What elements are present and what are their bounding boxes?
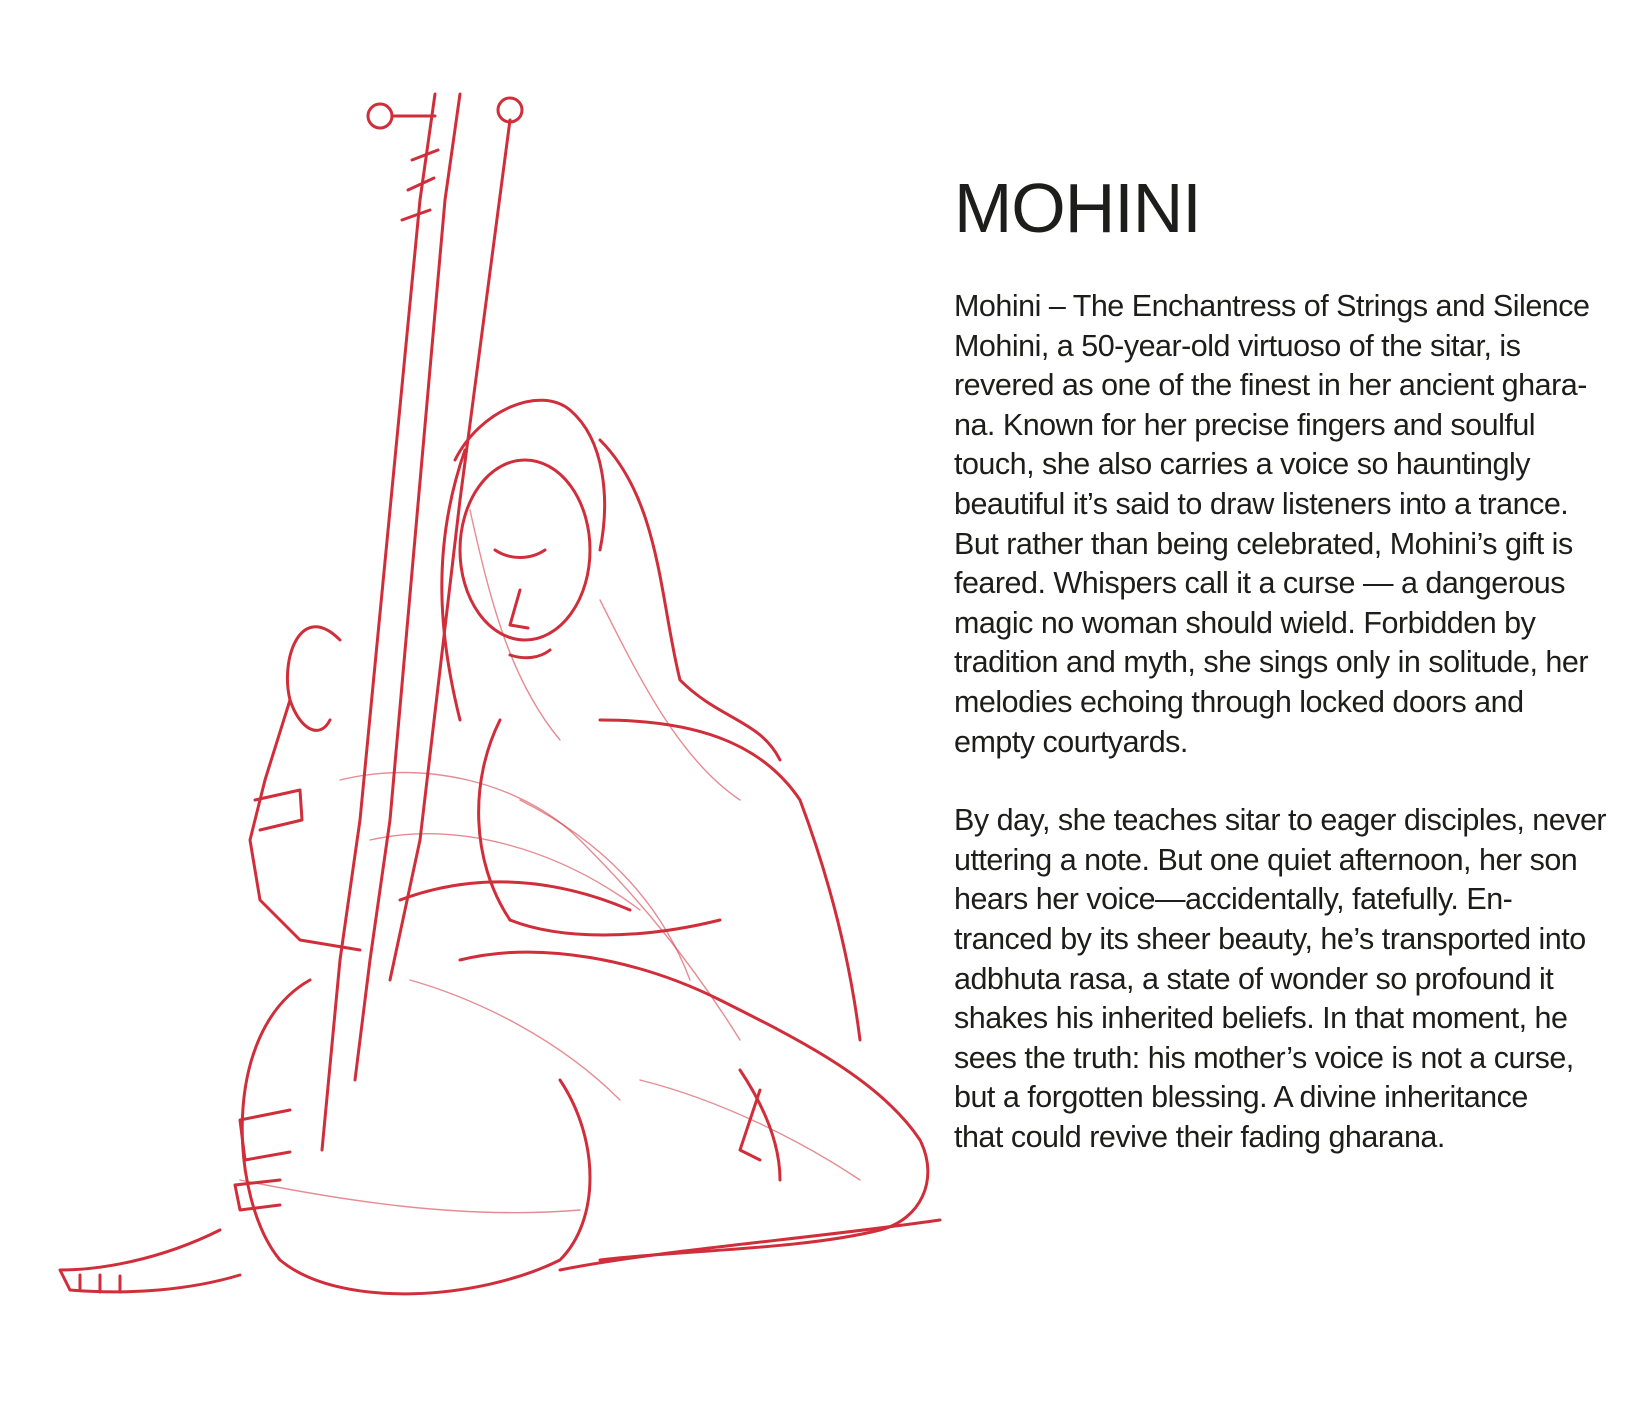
woman-with-sitar-sketch xyxy=(40,80,1000,1380)
description-paragraph-1: Mohini – The Enchantress of Strings and Silence Mohini, a 50-year-old virtuoso of the sitar, is revered as one of the finest in her ancient ghara- na. Known for her precise fingers and soulful touch, she also carries a voice so hauntingly beautiful it’s said to draw listeners into a trance. But rather than being celebrated, Mohini’s gift is feared. Whispers call it a curse — a dangerous magic no woman should wield. Forbidden by tradition and myth, she sings only in solitude, her melodies echoing through locked doors and empty courtyards. xyxy=(954,289,1590,759)
character-name: MOHINI xyxy=(954,169,1201,247)
character-description xyxy=(954,170,1644,1196)
description-paragraph-2: By day, she teaches sitar to eager disciples, never uttering a note. But one quiet afternoon, her son hears her voice—accidentally, fatefully. En- tranced by its sheer beauty, he’s transported into adbhuta rasa, a state of wonder so profound it shakes his inherited beliefs. In that moment, he sees the truth: his mother’s voice is not a curse, but a forgotten blessing. A divine inheritance that could revive their fading gharana. xyxy=(954,803,1607,1154)
